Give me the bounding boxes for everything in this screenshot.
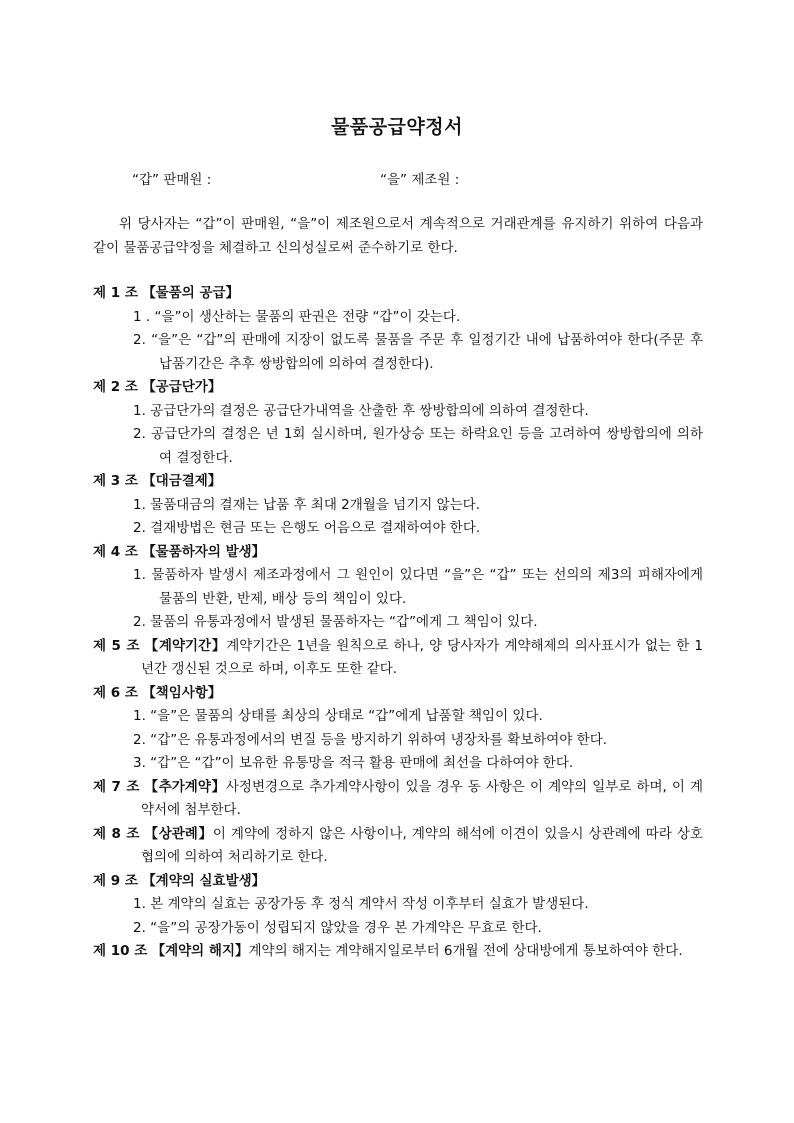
article xyxy=(93,470,703,541)
article-heading xyxy=(93,635,703,682)
article-body: 계약기간은 1년을 원칙으로 하나, 양 당사자가 계약해제의 의사표시가 없는 한 1년간 갱신된 것으로 하며, 이후도 또한 같다. xyxy=(141,637,703,677)
article-item: 2. “을”의 공장가동이 성립되지 않았을 경우 본 가계약은 무효로 한다. xyxy=(133,919,542,936)
article-heading xyxy=(93,776,703,823)
article-number: 제 4 조 xyxy=(93,543,138,560)
article-number: 제 6 조 xyxy=(93,684,138,701)
article xyxy=(93,823,703,870)
intro-paragraph xyxy=(93,212,703,260)
article-item: 2. 공급단가의 결정은 년 1회 실시하며, 원가상승 또는 하락요인 등을 고려하여 쌍방합의에 의하여 결정한다. xyxy=(133,426,703,466)
article xyxy=(93,635,703,682)
article-title: 【계약의 해지】 xyxy=(151,943,249,959)
article xyxy=(93,282,703,376)
article-title: 【계약의 실효발생】 xyxy=(142,872,266,889)
intro-text: 위 당사자는 “갑”이 판매원, “을”이 제조원으로서 계속적으로 거래관계를 유지하기 위하여 다음과 같이 물품공급약정을 체결하고 신의성실로써 준수하기로 한다. xyxy=(93,216,703,256)
article-item: 3. “갑”은 “갑”이 보유한 유통망을 적극 활용 판매에 최선을 다하여야 한다. xyxy=(133,755,574,771)
article-item: 2. 결재방법은 현금 또는 은행도 어음으로 결재하여야 한다. xyxy=(133,520,481,536)
article xyxy=(93,870,703,941)
article-heading xyxy=(93,541,703,565)
article-item: 1. 물품하자 발생시 제조과정에서 그 원인이 있다면 “을”은 “갑” 또는 선의의 제3의 피해자에게 물품의 반환, 반제, 배상 등의 책임이 있다. xyxy=(133,567,703,607)
party-b-label: “을” 제조원 : xyxy=(380,172,460,188)
article xyxy=(93,376,703,470)
article-item: 1. 물품대금의 결재는 납품 후 최대 2개월을 넘기지 않는다. xyxy=(133,496,480,513)
article xyxy=(93,682,703,776)
article-title: 【추가계약】 xyxy=(144,778,226,795)
article-item: 1. “을”은 물품의 상태를 최상의 상태로 “갑”에게 납품할 책임이 있다. xyxy=(133,708,543,724)
articles-list xyxy=(93,282,703,964)
article-number: 제 10 조 xyxy=(93,943,148,959)
article-heading xyxy=(93,823,703,870)
article-title: 【계약기간】 xyxy=(144,637,227,654)
article-number: 제 3 조 xyxy=(93,473,138,489)
article-number: 제 8 조 xyxy=(93,825,140,842)
article-number: 제 7 조 xyxy=(93,778,140,795)
party-a-label: “갑” 판매원 : xyxy=(132,172,212,188)
article xyxy=(93,940,703,964)
document-title: 물품공급약정서 xyxy=(331,116,463,138)
article-item: 2. “갑”은 유통과정에서의 변질 등을 방지하기 위하여 냉장차를 확보하여야 한다. xyxy=(133,731,608,748)
article-item: 1. 본 계약의 실효는 공장가동 후 정식 계약서 작성 이후부터 실효가 발생된다. xyxy=(133,896,589,912)
article-title: 【공급단가】 xyxy=(142,379,222,395)
article-number: 제 2 조 xyxy=(93,379,138,395)
article-title: 【대금결제】 xyxy=(142,473,222,489)
article-title: 【물품의 공급】 xyxy=(142,285,240,301)
article-body: 이 계약에 정하지 않은 사항이나, 계약의 해석에 이견이 있을시 상관례에 따라 상호협의에 의하여 처리하기로 한다. xyxy=(141,825,703,865)
article xyxy=(93,541,703,635)
article-item: 2. 물품의 유통과정에서 발생된 물품하자는 “갑”에게 그 책임이 있다. xyxy=(133,614,538,630)
article xyxy=(93,776,703,823)
article-body: 사정변경으로 추가계약사항이 있을 경우 동 사항은 이 계약의 일부로 하며, 이 계약서에 첨부한다. xyxy=(141,778,703,818)
article-item: 1 . “을”이 생산하는 물품의 판권은 전량 “갑”이 갖는다. xyxy=(133,308,461,325)
article-number: 제 5 조 xyxy=(93,637,140,654)
article-heading xyxy=(93,282,703,306)
article-number: 제 1 조 xyxy=(93,285,138,301)
article-heading xyxy=(93,376,703,400)
article-title: 【물품하자의 발생】 xyxy=(142,543,266,560)
article-number: 제 9 조 xyxy=(93,872,138,889)
article-item: 2. “을”은 “갑”의 판매에 지장이 없도록 물품을 주문 후 일정기간 내에 납품하여야 한다(주문 후 납품기간은 추후 쌍방합의에 의하여 결정한다). xyxy=(133,332,703,372)
article-body: 계약의 해지는 계약해지일로부터 6개월 전에 상대방에게 통보하여야 한다. xyxy=(248,943,683,959)
article-heading xyxy=(93,682,703,706)
article-heading xyxy=(93,940,703,964)
article-item: 1. 공급단가의 결정은 공급단가내역을 산출한 후 쌍방합의에 의하여 결정한다. xyxy=(133,402,589,419)
article-title: 【책임사항】 xyxy=(142,684,222,701)
article-heading xyxy=(93,870,703,894)
article-title: 【상관례】 xyxy=(144,825,213,842)
article-heading xyxy=(93,470,703,494)
